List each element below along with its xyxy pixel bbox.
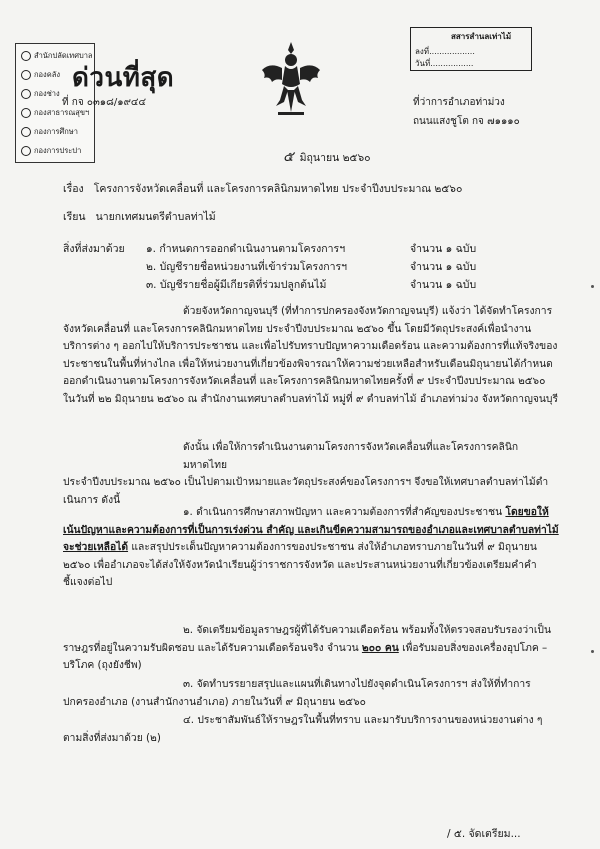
item-emphasis: โดยขอให้เน้นปัญหาและความต้องการที่เป็นการเร่งด่วน สำคัญ และเกินขีดความสามารถของอำเภอและเทศบาลตำบลท่าไม้จะช่วยเหลือได้	[63, 506, 559, 554]
enclosure-qty: จำนวน ๑ ฉบับ	[410, 261, 477, 273]
routing-label: กองช่าง	[34, 89, 60, 98]
urgent-stamp: ด่วนที่สุด	[72, 63, 175, 93]
issuing-office: ที่ว่าการอำเภอท่าม่วง	[413, 97, 505, 108]
item-emphasis: ๒๐๐ คน	[361, 641, 399, 654]
recipient-text: นายกเทศมนตรีตำบลท่าไม้	[95, 211, 216, 223]
paragraph-text: จังหวัดเคลื่อนที่ และโครงการคลินิกมหาดไทย ประจำปีงบประมาณ ๒๕๖๐ ขึ้น โดยมีวัตถุประสงค์เพื่อนำงานบริการต่าง ๆ ออกไปให้บริการประชาชน และเพื่อไปรับทราบปัญหาความเดือดร้อน และความต้องการที่แท้จริงของประชาชนในพื้นที่ห่างไกล เพื่อให้หน่วยงานที่เกี่ยวข้องพิจารณาให้ความช่วยเหลือสำหรับเดือนมิถุนายนได้กำหนดออกดำเนินงานตามโครงการจังหวัดเคลื่อนที่ และโครงการคลินิกมหาดไทยครั้งที่ ๙ ประจำปีงบประมาณ ๒๕๖๐ ในวันที่ ๒๒ มิถุนายน ๒๕๖๐ ณ สำนักงานเทศบาลตำบลท่าไม้ หมู่ที่ ๙ ตำบลท่าไม้ อำเภอท่าม่วง จังหวัดกาญจนบุรี	[63, 322, 558, 405]
paragraph-first-line: ดังนั้น เพื่อให้การดำเนินงานตามโครงการจังหวัดเคลื่อนที่และโครงการคลินิกมหาดไทย	[183, 441, 519, 471]
enclosure-item: ๓. บัญชีรายชื่อผู้มีเกียรติที่ร่วมปลูกต้นไม้	[146, 279, 327, 291]
item-text: และสรุปประเด็นปัญหาความต้องการของประชาชน ส่งให้อำเภอทราบภายในวันที่ ๙ มิถุนายน ๒๕๖๐ เพื่ออำเภอจะได้ส่งให้จังหวัดนำเรียนผู้ว่าราชการจังหวัด และประสานหน่วยงานที่เกี่ยวข้องเตรียมคำคำชี้แจงต่อไป	[63, 541, 537, 589]
document-number: ที่ กจ ๐๓๑๘/๑๙๔๔	[62, 97, 147, 108]
scan-speck	[591, 285, 594, 288]
body-paragraph-2	[63, 439, 560, 509]
document-date	[283, 146, 371, 168]
routing-label: กองการศึกษา	[34, 127, 78, 136]
continuation-note: / ๕. จัดเตรียม...	[447, 828, 521, 840]
body-paragraph-1	[63, 303, 560, 409]
date-month-year: มิถุนายน ๒๕๖๐	[299, 152, 371, 164]
stamp-date-line: วันที่.................	[415, 59, 474, 68]
subject-line	[63, 180, 462, 197]
action-item-1	[63, 504, 560, 592]
routing-item	[21, 88, 60, 100]
routing-label: กองสาธารณสุขฯ	[34, 108, 90, 117]
checkbox-icon	[21, 89, 31, 99]
checkbox-icon	[21, 70, 31, 80]
routing-item	[21, 145, 81, 157]
action-item-2	[63, 622, 560, 675]
paragraph-text: ประจำปีงบประมาณ ๒๕๖๐ เป็นไปตามเป้าหมายและวัตถุประสงค์ของโครงการฯ จึงขอให้เทศบาลตำบลท่าไม้ดำเนินการ ดังนี้	[63, 476, 549, 506]
enclosures-label: สิ่งที่ส่งมาด้วย	[63, 243, 125, 255]
checkbox-icon	[21, 127, 31, 137]
recipient-line	[63, 208, 216, 225]
checkbox-icon	[21, 146, 31, 156]
routing-label: สำนักปลัดเทศบาล	[34, 51, 93, 60]
enclosure-qty: จำนวน ๑ ฉบับ	[410, 279, 477, 291]
enclosure-item: ๑. กำหนดการออกดำเนินงานตามโครงการฯ	[146, 243, 346, 255]
routing-item	[21, 126, 78, 138]
enclosure-item: ๒. บัญชีรายชื่อหน่วยงานที่เข้าร่วมโครงการฯ	[146, 261, 348, 273]
enclosure-qty: จำนวน ๑ ฉบับ	[410, 243, 477, 255]
scan-speck	[591, 650, 594, 653]
item-text: ๒. จัดเตรียมข้อมูลราษฎรผู้ที่ได้รับความเดือดร้อน พร้อมทั้งให้ตรวจสอบรับรองว่าเป็นราษฎรที่อยู่ในความรับผิดชอบ และได้รับความเดือดร้อนจริง จำนวน	[63, 624, 551, 654]
office-address: ถนนแสงชูโต กจ ๗๑๑๑๐	[413, 116, 520, 127]
garuda-emblem-icon	[260, 40, 322, 118]
checkbox-icon	[21, 51, 31, 61]
recipient-label: เรียน	[63, 211, 86, 223]
receipt-stamp	[410, 27, 532, 71]
action-item-4: ๔. ประชาสัมพันธ์ให้ราษฎรในพื้นที่ทราบ และมารับบริการงานของหน่วยงานต่าง ๆ ตามสิ่งที่ส่งมาด้วย (๒)	[63, 714, 543, 744]
subject-label: เรื่อง	[63, 183, 84, 195]
stamp-number-line: ลงที่..................	[415, 47, 475, 56]
item-text: เพื่อรับมอบสิ่งของเครื่องอุปโภค – บริโภค (ถุงยังชีพ)	[63, 641, 548, 672]
subject-text: โครงการจังหวัดเคลื่อนที่ และโครงการคลินิกมหาดไทย ประจำปีงบประมาณ ๒๕๖๐	[93, 183, 463, 195]
checkbox-icon	[21, 108, 31, 118]
paragraph-first-line: ด้วยจังหวัดกาญจนบุรี (ที่ทำการปกครองจังหวัดกาญจนบุรี) แจ้งว่า ได้จัดทำโครงการ	[183, 305, 553, 317]
routing-item	[21, 69, 60, 81]
stamp-title: สสารสำนลเท่าไม้	[451, 32, 512, 41]
item-text: ๑. ดำเนินการศึกษาสภาพปัญหา และความต้องการที่สำคัญของประชาชน	[183, 506, 506, 518]
action-item-3: ๓. จัดทำบรรยายสรุปและแผนที่เดินทางไปยังจุดดำเนินโครงการฯ ส่งให้ที่ทำการปกครองอำเภอ (งานสำนักงานอำเภอ) ภายในวันที่ ๙ มิถุนายน ๒๕๖๐	[63, 678, 531, 708]
routing-label: กองคลัง	[34, 70, 60, 79]
routing-label: กองการประปา	[34, 146, 82, 155]
date-day: ๕	[283, 149, 294, 165]
